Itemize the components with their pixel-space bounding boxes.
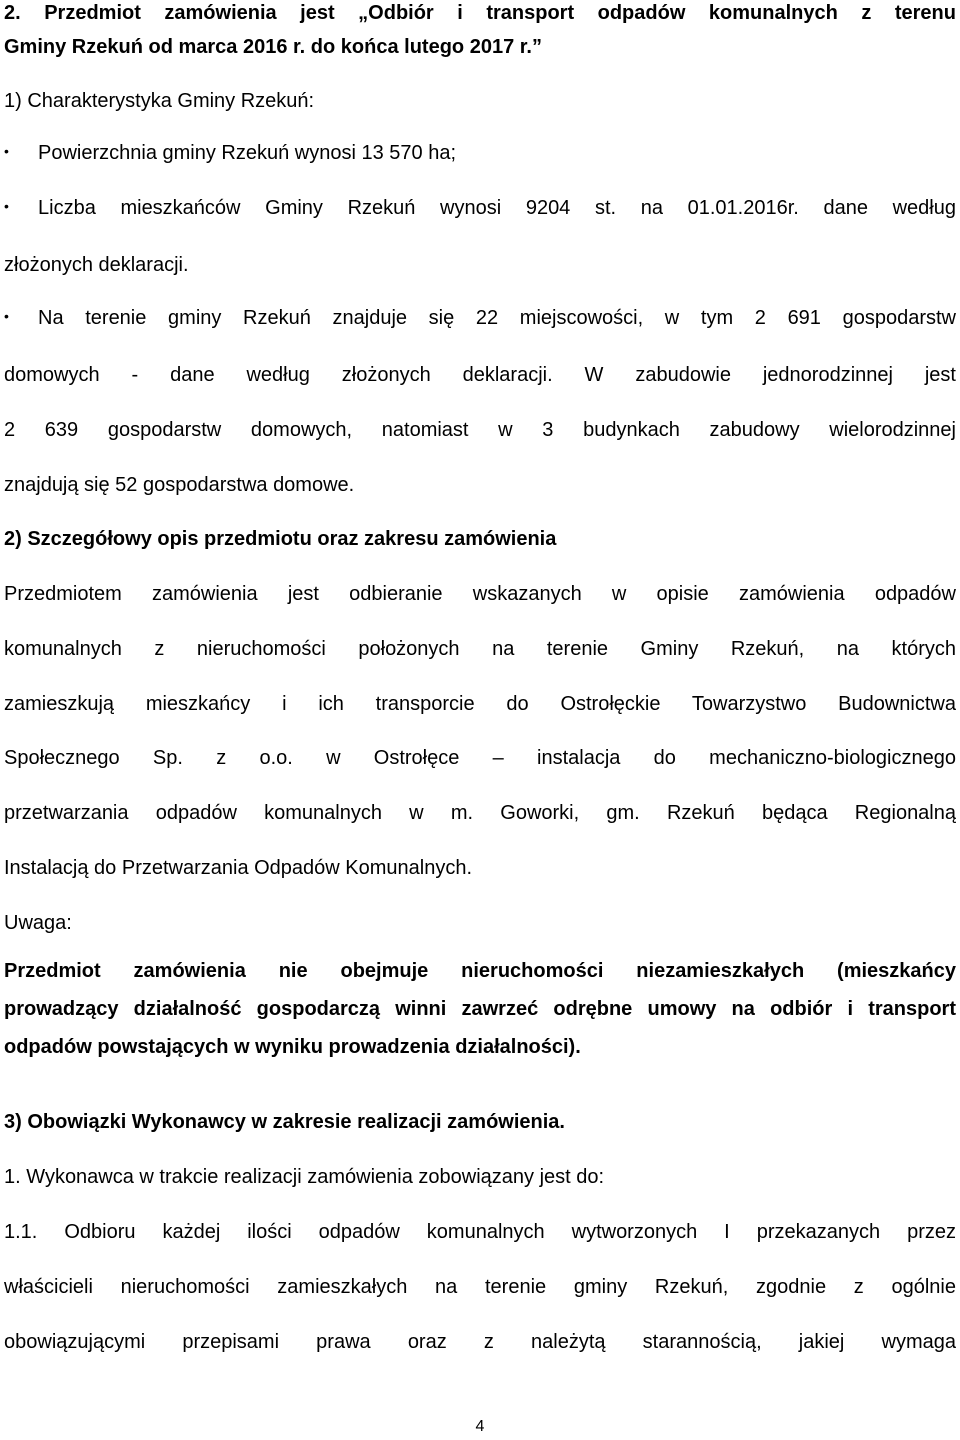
- list-item-line: właścicieli nieruchomości zamieszkałych na terenie gminy Rzekuń, zgodnie z ogólnie: [4, 1276, 956, 1298]
- bullet-item-households: • Na terenie gminy Rzekuń znajduje się 22 miejscowości, w tym 2 691 gospodarstw: [4, 307, 956, 329]
- bullet-continuation: znajdują się 52 gospodarstwa domowe.: [4, 474, 355, 496]
- section-heading-cont: [4, 34, 956, 61]
- bullet-item-population: • Liczba mieszkańców Gminy Rzekuń wynosi 9204 st. na 01.01.2016r. dane według: [4, 197, 956, 219]
- bullet-item-area: • Powierzchnia gminy Rzekuń wynosi 13 570 ha;: [4, 142, 456, 164]
- paragraph-line: zamieszkują mieszkańcy i ich transporcie do Ostrołęckie Towarzystwo Budownictwa: [4, 693, 956, 715]
- list-item-line: obowiązującymi przepisami prawa oraz z należytą starannością, jakiej wymaga: [4, 1331, 956, 1353]
- bullet-continuation: domowych - dane według złożonych deklaracji. W zabudowie jednorodzinnej jest: [4, 364, 956, 386]
- note-label: Uwaga:: [4, 912, 72, 934]
- section2-title: 2) Szczegółowy opis przedmiotu oraz zakresu zamówienia: [4, 528, 557, 550]
- paragraph-line: Społecznego Sp. z o.o. w Ostrołęce – instalacja do mechaniczno-biologicznego: [4, 747, 956, 769]
- list-item-line: 1.1. Odbioru każdej ilości odpadów komunalnych wytworzonych I przekazanych przez: [4, 1221, 956, 1243]
- note-line: prowadzący działalność gospodarczą winni zawrzeć odrębne umowy na odbiór i transport: [4, 998, 956, 1020]
- heading-line: Gminy Rzekuń od marca 2016 r. do końca lutego 2017 r.”: [4, 36, 542, 58]
- heading-line: 2. Przedmiot zamówienia jest „Odbiór i transport odpadów komunalnych z terenu: [4, 2, 956, 24]
- section-heading: [4, 0, 956, 27]
- section3-title: 3) Obowiązki Wykonawcy w zakresie realizacji zamówienia.: [4, 1111, 565, 1133]
- bullet-continuation: złożonych deklaracji.: [4, 254, 189, 276]
- bullet-continuation: 2 639 gospodarstw domowych, natomiast w 3 budynkach zabudowy wielorodzinnej: [4, 419, 956, 441]
- paragraph-line: przetwarzania odpadów komunalnych w m. Goworki, gm. Rzekuń będąca Regionalną: [4, 802, 956, 824]
- bullet-icon: •: [4, 198, 9, 214]
- note-line: Przedmiot zamówienia nie obejmuje nieruchomości niezamieszkałych (mieszkańcy: [4, 960, 956, 982]
- bullet-icon: •: [4, 143, 9, 159]
- section1-title: 1) Charakterystyka Gminy Rzekuń:: [4, 90, 315, 112]
- note-line: odpadów powstających w wyniku prowadzenia działalności).: [4, 1036, 581, 1058]
- paragraph-line: komunalnych z nieruchomości położonych na terenie Gminy Rzekuń, na których: [4, 638, 956, 660]
- page-number: 4: [475, 1418, 485, 1435]
- paragraph-line: Instalacją do Przetwarzania Odpadów Komunalnych.: [4, 857, 473, 879]
- bullet-icon: •: [4, 308, 9, 324]
- list-item: 1. Wykonawca w trakcie realizacji zamówienia zobowiązany jest do:: [4, 1166, 605, 1188]
- paragraph-line: Przedmiotem zamówienia jest odbieranie wskazanych w opisie zamówienia odpadów: [4, 583, 956, 605]
